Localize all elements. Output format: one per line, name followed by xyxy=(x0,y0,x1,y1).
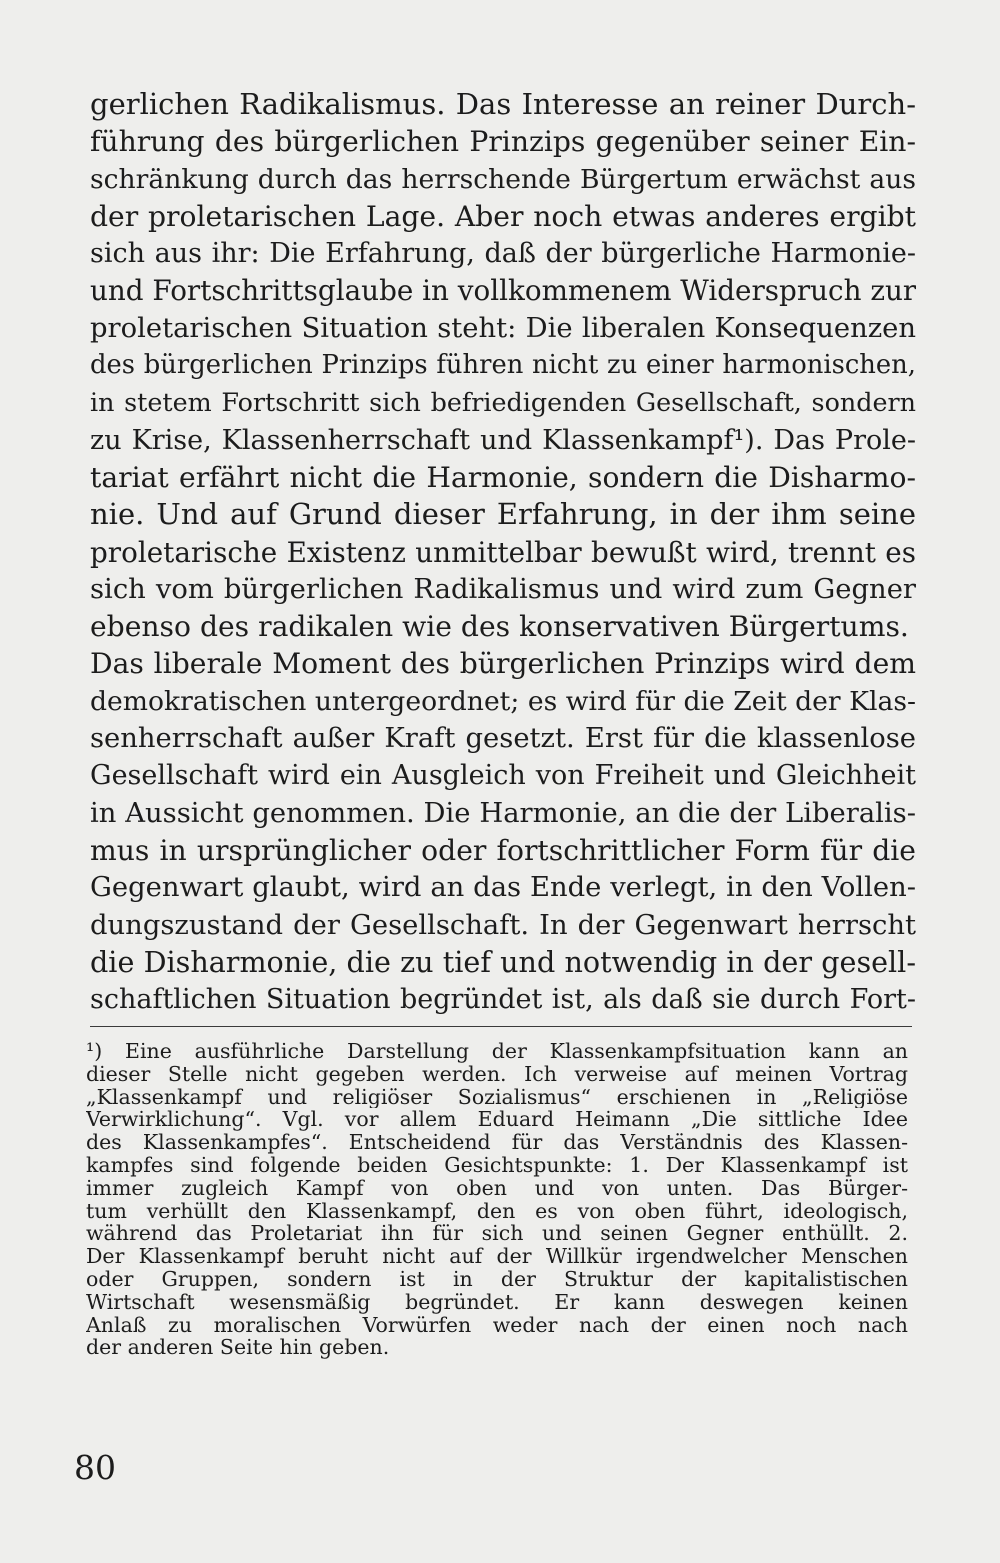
text-line: Gegenwart glaubt, wird an das Ende verlegt, in den Vollen- xyxy=(90,872,916,904)
footnote-line: Wirtschaft wesensmäßig begründet. Er kann deswegen keinen xyxy=(86,1290,908,1314)
text-line: führung des bürgerlichen Prinzips gegenüber seiner Ein- xyxy=(90,125,916,159)
text-line: ebenso des radikalen wie des konservativen Bürgertums. xyxy=(90,610,909,644)
text-line: sich aus ihr: Die Erfahrung, daß der bürgerliche Harmonie- xyxy=(90,238,916,270)
text-line: nie. Und auf Grund dieser Erfahrung, in der ihm seine xyxy=(90,497,916,532)
footnote xyxy=(86,1040,908,1359)
text-line: dungszustand der Gesellschaft. In der Gegenwart herrscht xyxy=(90,909,916,941)
text-line: in Aussicht genommen. Die Harmonie, an die der Liberalis- xyxy=(90,797,916,829)
text-line: und Fortschrittsglaube in vollkommenem Widerspruch zur xyxy=(90,274,916,308)
text-line: Gesellschaft wird ein Ausgleich von Freiheit und Gleichheit xyxy=(90,760,916,792)
text-line: proletarische Existenz unmittelbar bewußt wird, trennt es xyxy=(90,535,916,569)
footnote-line: oder Gruppen, sondern ist in der Struktur der kapitalistischen xyxy=(86,1267,908,1291)
footnote-line: dieser Stelle nicht gegeben werden. Ich verweise auf meinen Vortrag xyxy=(86,1062,908,1086)
footnote-line: Anlaß zu moralischen Vorwürfen weder nach der einen noch nach xyxy=(86,1313,908,1337)
footnote-line: immer zugleich Kampf von oben und von unten. Das Bürger- xyxy=(86,1176,908,1200)
text-line: gerlichen Radikalismus. Das Interesse an reiner Durch- xyxy=(90,87,916,121)
footnote-line: „Klassenkampf und religiöser Sozialismus“ erschienen in „Religiöse xyxy=(86,1085,908,1109)
text-line: der proletarischen Lage. Aber noch etwas anderes ergibt xyxy=(90,199,916,233)
footnote-line: Verwirklichung“. Vgl. vor allem Eduard Heimann „Die sittliche Idee xyxy=(86,1108,908,1132)
footnote-line: Der Klassenkampf beruht nicht auf der Willkür irgendwelcher Menschen xyxy=(86,1245,908,1268)
footnote-line: der anderen Seite hin geben. xyxy=(86,1336,390,1360)
footnote-line: während das Proletariat ihn für sich und seinen Gegner enthüllt. 2. xyxy=(86,1222,908,1246)
page-number: 80 xyxy=(74,1448,116,1487)
text-line: tariat erfährt nicht die Harmonie, sondern die Disharmo- xyxy=(90,460,916,494)
text-line: Das liberale Moment des bürgerlichen Prinzips wird dem xyxy=(90,647,916,681)
footnote-divider xyxy=(90,1026,912,1027)
footnote-line: ¹) Eine ausführliche Darstellung der Klassenkampfsituation kann an xyxy=(86,1040,908,1063)
text-line: die Disharmonie, die zu tief und notwendig in der gesell- xyxy=(90,944,916,979)
text-line: in stetem Fortschritt sich befriedigenden Gesellschaft, sondern xyxy=(90,387,916,418)
text-line: mus in ursprünglicher oder fortschrittlicher Form für die xyxy=(90,833,916,867)
text-line: zu Krise, Klassenherrschaft und Klassenkampf¹). Das Prole- xyxy=(90,424,916,456)
text-line: sich vom bürgerlichen Radikalismus und wird zum Gegner xyxy=(90,573,916,605)
footnote-line: kampfes sind folgende beiden Gesichtspunkte: 1. Der Klassenkampf ist xyxy=(86,1153,908,1177)
text-line: proletarischen Situation steht: Die liberalen Konsequenzen xyxy=(90,312,916,344)
body-text xyxy=(90,86,916,1018)
footnote-line: tum verhüllt den Klassenkampf, den es von oben führt, ideologisch, xyxy=(86,1199,908,1223)
text-line: demokratischen untergeordnet; es wird für die Zeit der Klas- xyxy=(90,685,916,717)
text-line: schränkung durch das herrschende Bürgertum erwächst aus xyxy=(90,163,916,195)
text-line: schaftlichen Situation begründet ist, als daß sie durch Fort- xyxy=(90,984,916,1016)
text-line: des bürgerlichen Prinzips führen nicht zu einer harmonischen, xyxy=(90,350,916,381)
text-line: senherrschaft außer Kraft gesetzt. Erst für die klassenlose xyxy=(90,723,916,755)
footnote-line: des Klassenkampfes“. Entscheidend für das Verständnis des Klassen- xyxy=(86,1131,908,1154)
